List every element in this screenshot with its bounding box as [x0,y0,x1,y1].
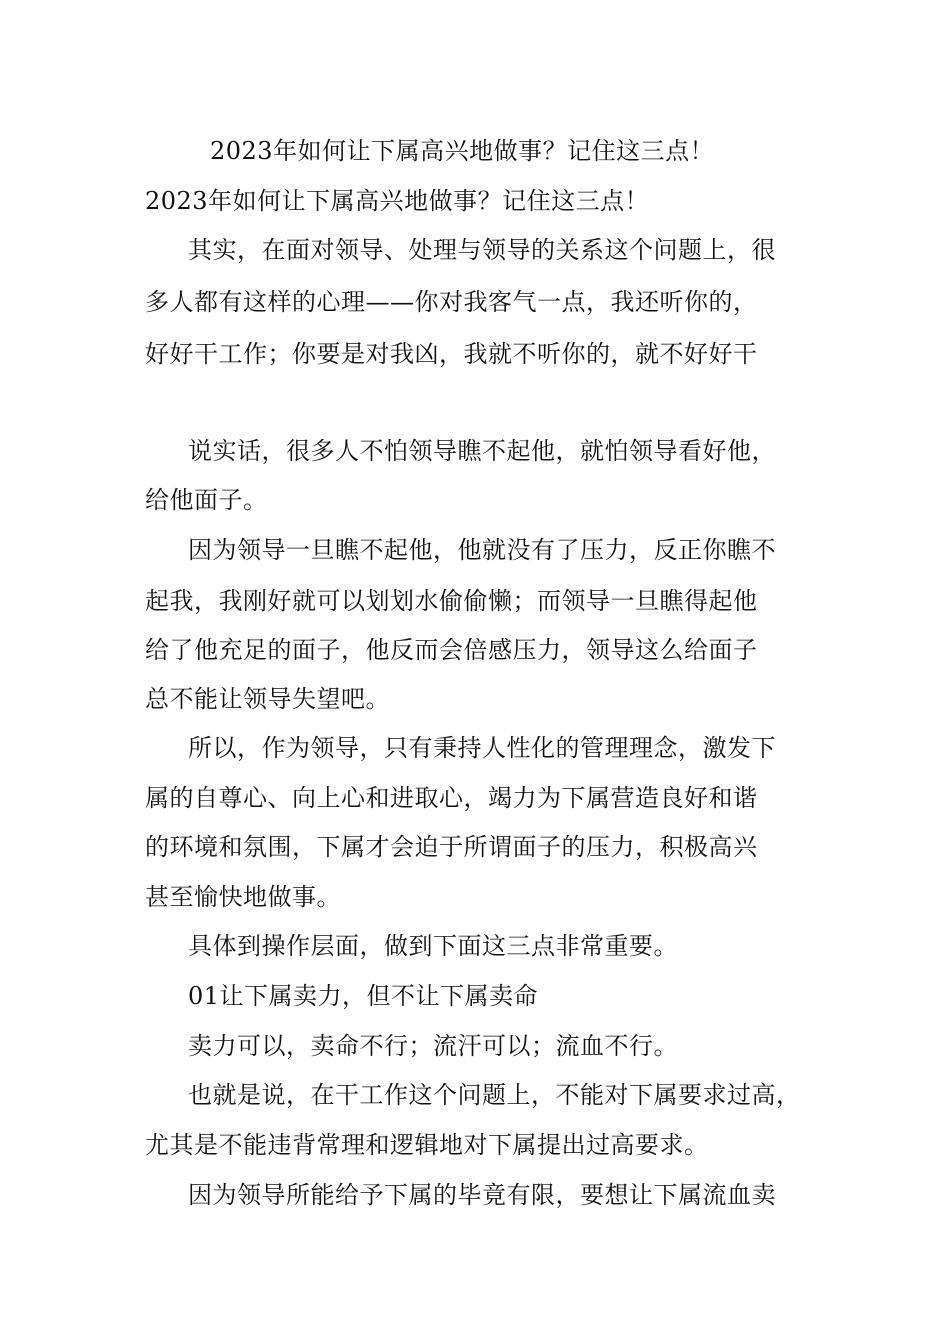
document-line: 甚至愉快地做事。 [145,883,341,911]
document-line: 给了他充足的面子，他反而会倍感压力，领导这么给面子 [145,636,758,664]
document-line: 起我，我刚好就可以划划水偷偷懒；而领导一旦瞧得起他 [145,587,758,615]
document-line: 所以，作为领导，只有秉持人性化的管理理念，激发下 [188,734,776,762]
document-line: 其实，在面对领导、处理与领导的关系这个问题上，很 [188,236,776,264]
document-line: 好好干工作；你要是对我凶，我就不听你的，就不好好干 [145,340,758,368]
document-line: 卖力可以，卖命不行；流汗可以；流血不行。 [188,1032,678,1060]
document-line: 的环境和氛围，下属才会迫于所谓面子的压力，积极高兴 [145,833,758,861]
document-line: 属的自尊心、向上心和进取心，竭力为下属营造良好和谐 [145,784,758,812]
document-line: 总不能让领导失望吧。 [145,685,390,713]
document-line: 2023年如何让下属高兴地做事？记住这三点！ [145,187,650,215]
document-line: 也就是说，在干工作这个问题上，不能对下属要求过高， [188,1081,801,1109]
section-heading: 01让下属卖力，但不让下属卖命 [188,982,539,1010]
document-line: 因为领导一旦瞧不起他，他就没有了压力，反正你瞧不 [188,536,776,564]
document-line: 因为领导所能给予下属的毕竟有限，要想让下属流血卖 [188,1181,776,1209]
document-line: 多人都有这样的心理——你对我客气一点，我还听你的， [145,288,758,316]
document-line: 说实话，很多人不怕领导瞧不起他，就怕领导看好他， [188,437,776,465]
document-title: 2023年如何让下属高兴地做事？记住这三点！ [210,137,715,165]
document-line: 具体到操作层面，做到下面这三点非常重要。 [188,932,678,960]
document-line: 尤其是不能违背常理和逻辑地对下属提出过高要求。 [145,1131,709,1159]
document-line: 给他面子。 [145,486,268,514]
